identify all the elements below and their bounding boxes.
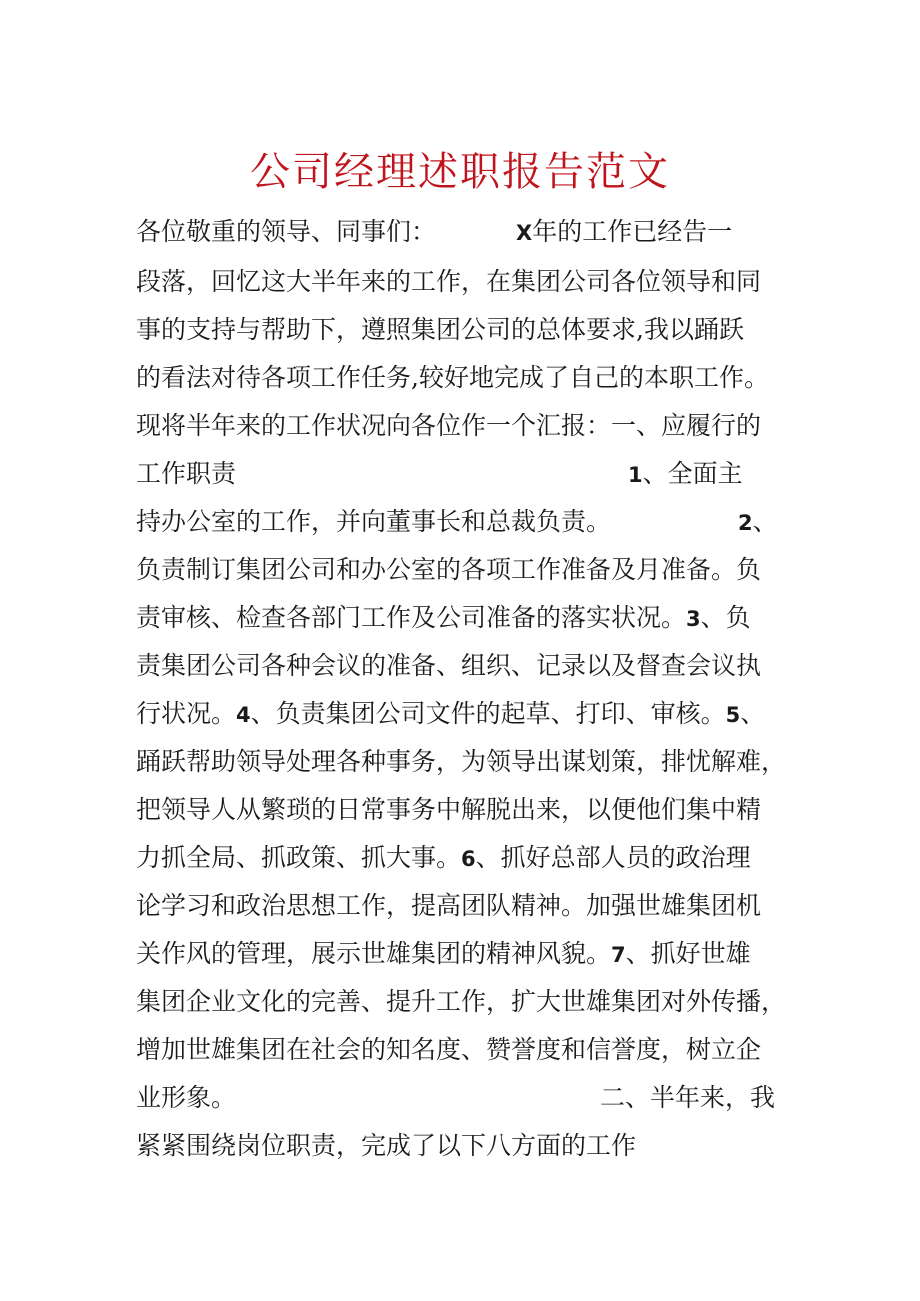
text-line-10: 责集团公司各种会议的准备、组织、记录以及督查会议执 (136, 651, 762, 680)
text-line-2: 段落，回忆这大半年来的工作，在集团公司各位领导和同 (136, 267, 762, 296)
item-number: 5 (725, 703, 741, 727)
text-fragment: 力抓全局、抓政策、抓大事。 (136, 843, 462, 872)
text-line-14 (136, 838, 751, 878)
text-line-5: 现将半年来的工作状况向各位作一个汇报：一、应履行的 (136, 411, 762, 440)
text-line-4: 的看法对待各项工作任务,较好地完成了自己的本职工作。 (136, 363, 769, 392)
text-line-3: 事的支持与帮助下，遵照集团公司的总体要求,我以踊跃 (136, 315, 744, 344)
text-segment (738, 502, 778, 543)
text-fragment: 、 (752, 507, 778, 536)
text-line-7 (136, 502, 778, 542)
item-number: 7 (611, 943, 626, 967)
text-segment (628, 454, 743, 495)
text-fragment: 持办公室的工作，并向董事长和总裁负责。 (136, 507, 612, 536)
section-heading: 二、半年来，我 (600, 1083, 776, 1112)
text-fragment: 责审核、检查各部门工作及公司准备的落实状况。 (136, 603, 687, 632)
text-line-20: 紧紧围绕岗位职责，完成了以下八方面的工作 (136, 1131, 637, 1160)
text-fragment: 、 (740, 699, 766, 728)
text-fragment: 、负责集团公司文件的起草、打印、审核。 (250, 699, 726, 728)
text-line-11 (136, 694, 765, 734)
text-line-17: 集团企业文化的完善、提升工作，扩大世雄集团对外传播， (136, 987, 787, 1016)
text-line-1 (136, 212, 733, 252)
item-number: 4 (236, 703, 251, 727)
text-line-9 (136, 598, 751, 638)
text-fragment: 行状况。 (136, 699, 237, 728)
text-fragment: 年的工作已经告一 (532, 217, 733, 246)
text-fragment: 关作风的管理，展示世雄集团的精神风貌。 (136, 939, 612, 968)
text-fragment: 、抓好总部人员的政治理 (475, 843, 751, 872)
text-fragment: 、全面主 (642, 459, 743, 488)
text-line-19 (136, 1078, 776, 1118)
text-line-15: 论学习和政治思想工作，提高团队精神。加强世雄集团机 (136, 891, 762, 920)
document-title: 公司经理述职报告范文 (250, 149, 670, 195)
text-fragment: 业形象。 (136, 1083, 237, 1112)
text-line-12: 踊跃帮助领导处理各种事务，为领导出谋划策，排忧解难， (136, 747, 787, 776)
text-line-13: 把领导人从繁琐的日常事务中解脱出来，以便他们集中精 (136, 795, 762, 824)
item-number: 2 (738, 511, 753, 535)
text-fragment: 、抓好世雄 (625, 939, 751, 968)
item-number: 1 (628, 463, 643, 487)
text-line-16 (136, 934, 751, 974)
text-line-8: 负责制订集团公司和办公室的各项工作准备及月准备。负 (136, 555, 762, 584)
section-heading: 工作职责 (136, 459, 237, 488)
item-number: 3 (686, 607, 701, 631)
text-line-18: 增加世雄集团在社会的知名度、赞誉度和信誉度，树立企 (136, 1035, 762, 1064)
text-segment (516, 212, 732, 253)
year-placeholder: X (516, 221, 533, 245)
salutation: 各位敬重的领导、同事们： (136, 217, 437, 246)
item-number: 6 (461, 847, 476, 871)
text-fragment: 、负 (700, 603, 751, 632)
text-line-6 (136, 454, 743, 494)
